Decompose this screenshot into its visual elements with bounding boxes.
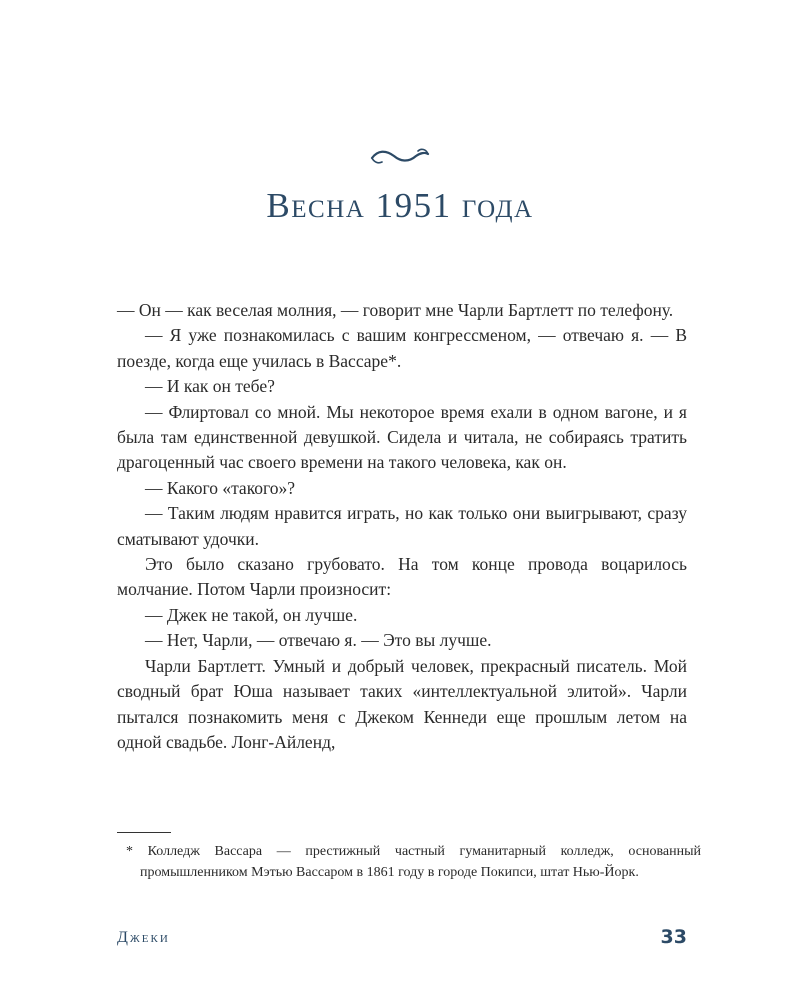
paragraph: — Нет, Чарли, — отвечаю я. — Это вы лучше. xyxy=(145,630,492,651)
footnote-divider xyxy=(117,832,171,833)
paragraph: — Таким людям нравится играть, но как только они выигрывают, сразу сматывают удочки. xyxy=(117,503,687,549)
paragraph: Чарли Бартлетт. Умный и добрый человек, прекрасный писатель. Мой сводный брат Юша называет таких «интеллектуальной элитой». Чарли пытался познакомить меня с Джеком Кеннеди еще прошлым летом на одной свадьбе. Лонг-Айленд, xyxy=(117,655,687,752)
paragraph: — Джек не такой, он лучше. xyxy=(145,604,358,625)
body-text xyxy=(117,298,687,755)
paragraph: — И как он тебе? xyxy=(145,376,275,397)
swash-ornament-icon xyxy=(368,142,432,172)
paragraph: Это было сказано грубовато. На том конце провода воцарилось молчание. Потом Чарли произносит: xyxy=(117,554,687,600)
running-head: Джеки xyxy=(117,929,170,946)
page-number: 33 xyxy=(660,926,687,948)
paragraph: — Флиртовал со мной. Мы некоторое время ехали в одном вагоне, и я была там единственной девушкой. Сидела и читала, не собираясь тратить драгоценный час своего времени на такого человека, как он. xyxy=(117,401,687,473)
paragraph: — Я уже познакомилась с вашим конгрессменом, — отвечаю я. — В поезде, когда еще училась в Вассаре*. xyxy=(117,325,687,371)
paragraph: — Какого «такого»? xyxy=(145,477,296,498)
footnote: * Колледж Вассара — престижный частный гуманитарный колледж, основанный промышленником Мэтью Вассаром в 1861 году в городе Покипси, штат Нью-Йорк. xyxy=(126,844,701,880)
paragraph: — Он — как веселая молния, — говорит мне Чарли Бартлетт по телефону. xyxy=(117,300,674,320)
chapter-title: Весна 1951 года xyxy=(266,186,534,225)
